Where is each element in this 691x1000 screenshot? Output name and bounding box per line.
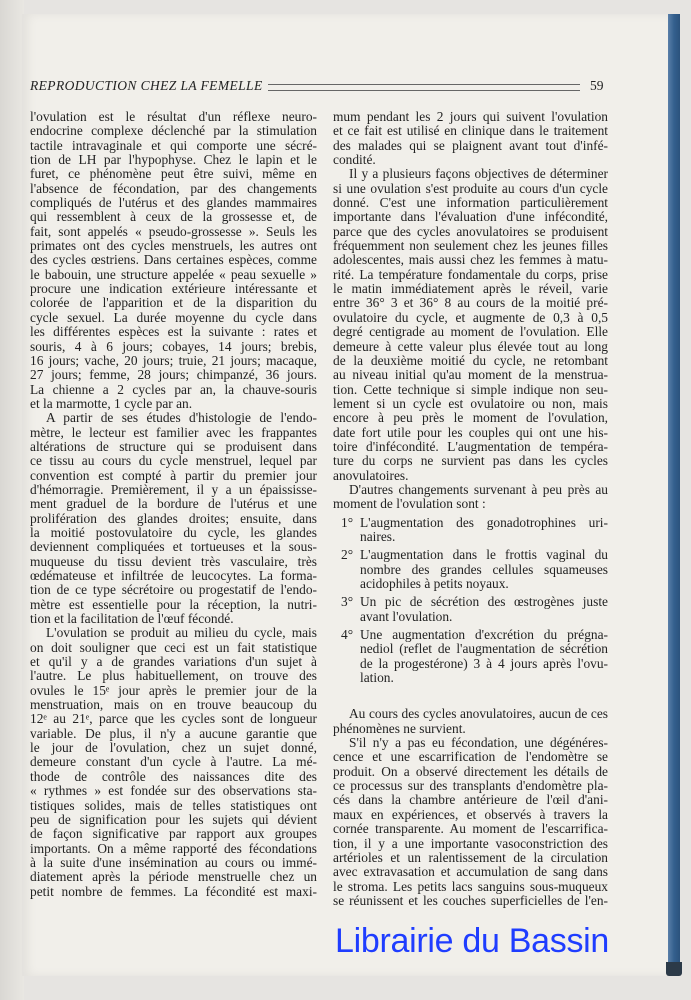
text-line: qui ressemblent à ceux de la grossesse et, de <box>30 210 317 225</box>
text-line: l'ovulation est le résultat d'un réflexe neuro- <box>30 110 317 124</box>
text-line: endocrine complexe déclenché par la stimulation <box>30 124 317 139</box>
list-number: 3° <box>341 594 354 610</box>
text-line: petit nombre de femmes. La fécondité est maxi- <box>30 884 317 899</box>
paragraph <box>333 736 608 908</box>
text-line: Un pic de sécrétion des œstrogènes juste <box>360 595 608 610</box>
text-line: tion et la facilitation de l'œuf fécondé. <box>30 612 234 627</box>
paragraph <box>333 707 608 736</box>
text-line: et ce fait est utilisé en clinique dans le traitement <box>333 124 608 139</box>
list-item <box>333 548 608 591</box>
text-line: D'autres changements survenant à peu près au <box>349 482 608 497</box>
text-line: souris, 4 à 6 jours; cobayes, 14 jours; brebis, <box>30 339 317 354</box>
text-line: les différentes espèces est la suivante : rates et <box>30 325 317 340</box>
previous-page-edge <box>0 0 24 1000</box>
text-line: des malades qui se plaignent avant tout d'infé- <box>333 138 608 153</box>
paragraph <box>30 110 317 411</box>
text-line: fréquemment non seulement chez les jeunes filles <box>333 239 608 254</box>
text-line: thode de contrôle des naissances dite des <box>30 769 317 784</box>
text-line: parce que des cycles anovulatoires se produisent <box>333 224 608 239</box>
text-line: l'absence de fécondation, par des changements <box>30 181 317 196</box>
text-line: des cycles œstriens. Dans certaines espèces, comme <box>30 253 317 268</box>
running-header <box>30 78 610 96</box>
text-line: variable. De plus, il n'y a aucune garantie que <box>30 726 317 741</box>
text-line: tion de LH par l'hypophyse. Chez le lapin et le <box>30 153 317 168</box>
watermark: Librairie du Bassin <box>335 922 610 960</box>
text-line: lement si un cycle est ovulatoire ou non, mais <box>333 396 608 411</box>
text-line: au niveau initial qu'au moment de la menstrua- <box>333 368 608 383</box>
text-line: et la marmotte, 1 cycle par an. <box>30 396 193 411</box>
paragraph <box>333 167 608 483</box>
text-line: 16 jours; vache, 20 jours; truie, 21 jours; macaque, <box>30 353 317 368</box>
text-line: cés dans la chambre antérieure de l'œil d'ani- <box>333 793 608 808</box>
text-line: L'augmentation des gonadotrophines uri- <box>360 515 608 530</box>
text-line: demeure constant d'un cycle à l'autre. La mé- <box>30 755 317 770</box>
text-line: cycle sexuel. La durée moyenne du cycle dans <box>30 310 317 325</box>
text-line: œdémateuse et infiltrée de leucocytes. La forma- <box>30 569 317 583</box>
text-line: 27 jours; femme, 28 jours; chimpanzé, 36 jours. <box>30 368 317 383</box>
text-line: le matin immédiatement après le réveil, varie <box>333 282 608 297</box>
text-line: nombre des grandes cellules squameuses <box>360 562 608 577</box>
text-line: importante dans l'évaluation d'une infécondité, <box>333 210 608 225</box>
text-line: altérations de structure qui se produisent dans <box>30 439 317 454</box>
text-line: acidophiles à petits noyaux. <box>360 577 509 591</box>
text-line: anovulatoires. <box>333 468 409 483</box>
text-line: muqueuse du tissu devient très vasculaire, très <box>30 554 317 569</box>
list-item <box>333 628 608 685</box>
text-line: rité. La température fondamentale du corps, prise <box>333 267 608 282</box>
text-line: convention est compté à partir du premier jour <box>30 468 317 483</box>
text-line: mum pendant les 2 jours qui suivent l'ovulation <box>333 110 608 124</box>
text-line: le babouin, une structure appelée « peau sexuelle » <box>30 267 317 282</box>
text-line: ovulatoire du cycle, et augmente de 0,3 à 0,5 <box>333 310 608 325</box>
text-line: donné. C'est une information particulièrement <box>333 196 608 211</box>
text-line: L'ovulation se produit au milieu du cycle, mais <box>46 626 317 641</box>
text-line: produit. On a observé directement les détails de <box>333 764 608 779</box>
text-line: tion. Cette technique si simple indique non seu- <box>333 382 608 397</box>
text-line: ment graduel de la bordure de l'utérus et une <box>30 497 317 512</box>
text-line: on doit souligner que ceci est un fait statistique <box>30 640 317 655</box>
text-line: prolifération des glandes droites; ensuite, dans <box>30 511 317 526</box>
text-line: l'autre. Le plus habituellement, on trouve des <box>30 669 317 684</box>
paragraph <box>333 110 608 167</box>
text-line: ture du corps ne survient pas dans les cycles <box>333 454 608 469</box>
text-line: compliqués de l'utérus et des glandes mammaires <box>30 196 317 211</box>
running-title: REPRODUCTION CHEZ LA FEMELLE <box>30 78 263 93</box>
text-line: phénomènes ne survient. <box>333 721 466 736</box>
text-line: condité. <box>333 153 376 168</box>
text-line: lation. <box>360 671 394 686</box>
text-line: avec extravasation et accumulation de sang dans <box>333 865 608 880</box>
text-line: la moitié postovulatoire du cycle, les glandes <box>30 525 317 540</box>
paragraph <box>30 626 317 899</box>
text-line: ce processus sur des transplants d'endomètre pla- <box>333 779 608 794</box>
text-line: peu de signification pour les sujets qui dévient <box>30 812 317 827</box>
text-line: degré centigrade au moment de l'ovulation. Elle <box>333 325 608 340</box>
text-line: naires. <box>360 529 396 544</box>
text-line: le jour de l'ovulation, chez un sujet donné, <box>30 741 317 756</box>
text-line: tistiques solides, mais de telles statistiques ont <box>30 798 317 813</box>
text-line: de façon significative par rapport aux groupes <box>30 827 317 842</box>
text-line: de la progestérone) 3 à 4 jours après l'ovu- <box>360 656 608 671</box>
text-line: tion, il y a une importante vasoconstriction des <box>333 836 608 851</box>
text-line: moment de l'ovulation sont : <box>333 497 486 512</box>
page-number: 59 <box>590 78 604 93</box>
binding-corner <box>666 962 682 976</box>
text-line: L'augmentation dans le frottis vaginal du <box>360 548 608 563</box>
list-item <box>333 516 608 545</box>
text-line: si une ovulation s'est produite au cours d'un cycle <box>333 181 608 196</box>
text-line: entre 36° 3 et 36° 8 au cours de la moitié pré- <box>333 296 608 311</box>
header-double-rule <box>268 84 580 91</box>
text-line: mètre, le lecteur est familier avec les frappantes <box>30 425 317 440</box>
text-line: diatement après la période menstruelle chez un <box>30 870 317 885</box>
list-item <box>333 595 608 624</box>
text-line: tactile intravaginale et qui comporte une sécré- <box>30 138 317 153</box>
paragraph <box>30 411 317 626</box>
text-line: cornée transparente. Au moment de l'escarrifica- <box>333 822 608 837</box>
text-line: procure une indication extérieure intéressante et <box>30 282 317 297</box>
spacer <box>333 685 608 707</box>
text-line: artérioles et un ralentissement de la circulation <box>333 850 608 865</box>
text-line: fait, sont appelés « pseudo-grossesse ». Seuls les <box>30 224 317 239</box>
book-binding <box>668 14 680 974</box>
text-line: mètre est essentielle pour la réception, la nutri- <box>30 597 317 612</box>
list-number: 2° <box>341 547 354 563</box>
text-line: tion de ce type sécrétoire ou progestatif de l'endo- <box>30 583 317 598</box>
text-line: A partir de ses études d'histologie de l'endo- <box>46 411 317 426</box>
numbered-list <box>333 516 608 686</box>
text-line: de la deuxième moitié du cycle, ne retombant <box>333 353 608 368</box>
text-line: ce tissu au cours du cycle menstruel, lequel par <box>30 454 317 469</box>
text-line: primates ont des cycles menstruels, les autres ont <box>30 239 317 254</box>
text-line: d'hémorragie. Premièrement, il y a un épaississe- <box>30 482 317 497</box>
text-line: Au cours des cycles anovulatoires, aucun de ces <box>349 707 608 722</box>
text-line: date fort utile pour les couples qui ont une his- <box>333 425 608 440</box>
left-column <box>30 110 317 899</box>
text-line: S'il n'y a pas eu fécondation, une dégénéres- <box>349 736 608 751</box>
text-line: deviennent compliquées et tortueuses et la sous- <box>30 540 317 555</box>
text-line: colorée de l'apparition et de la disparition du <box>30 296 317 311</box>
text-line: maux en expériences, et observés à travers la <box>333 807 608 822</box>
text-line: à la suite d'une insémination au cours ou immé- <box>30 855 317 870</box>
paragraph <box>333 483 608 512</box>
text-line: adolescentes, mais aussi chez les femmes à matu- <box>333 253 608 268</box>
text-line: cence et une escarrification de l'endomètre se <box>333 750 608 765</box>
text-line: ovules le 15ᵉ jour après le premier jour de la <box>30 683 317 698</box>
text-line: importants. On a même rapporté des fécondations <box>30 841 317 856</box>
text-line: avant l'ovulation. <box>360 609 453 624</box>
text-line: et qu'il y a de grandes variations d'un sujet à <box>30 655 317 670</box>
text-line: Une augmentation d'excrétion du prégna- <box>360 628 608 643</box>
text-line: toire d'infécondité. L'augmentation de tempéra- <box>333 439 608 454</box>
text-line: demeure à cette valeur plus élevée tout au long <box>333 339 608 354</box>
text-line: 12ᵉ au 21ᵉ, parce que les cycles sont de longueur <box>30 712 317 727</box>
list-number: 4° <box>341 627 354 643</box>
text-line: La chienne a 2 cycles par an, la chauve-souris <box>30 382 317 397</box>
text-line: le stroma. Les petits lacs sanguins sous-muqueux <box>333 879 608 894</box>
text-line: se réunissent et les couches superficielles de l'en- <box>333 893 608 908</box>
text-line: furet, ce phénomène peut être suivi, même en <box>30 167 317 182</box>
text-line: menstruation, mais on en trouve beaucoup du <box>30 698 317 713</box>
text-line: Il y a plusieurs façons objectives de déterminer <box>349 167 608 182</box>
text-line: encore à peu près le moment de l'ovulation, <box>333 411 608 426</box>
list-number: 1° <box>341 514 354 530</box>
text-line: « rythmes » est fondée sur des observations sta- <box>30 784 317 799</box>
text-line: nediol (reflet de l'augmentation de sécrétion <box>360 642 608 657</box>
right-column <box>333 110 608 908</box>
